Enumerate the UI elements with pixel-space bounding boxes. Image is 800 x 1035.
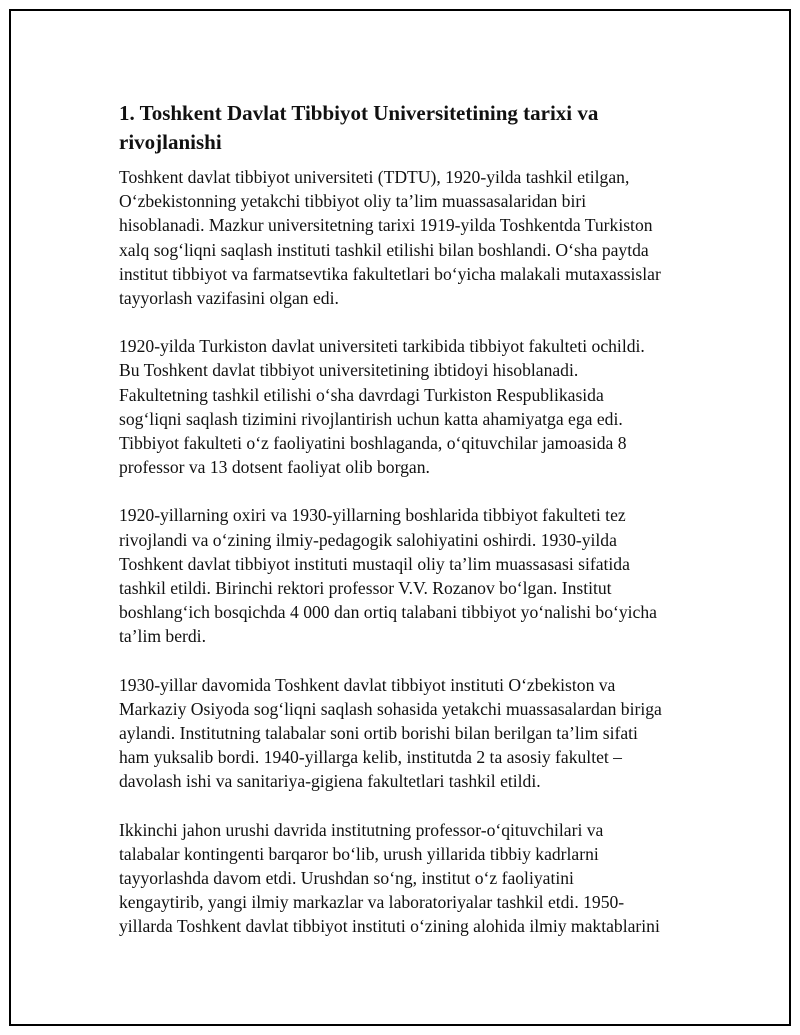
text-line: O‘zbekistonning yetakchi tibbiyot oliy ta’lim muassasalaridan biri bbox=[119, 191, 587, 212]
document-body bbox=[119, 99, 699, 963]
text-line: Bu Toshkent davlat tibbiyot universitetining ibtidoyi hisoblanadi. bbox=[119, 360, 579, 381]
paragraph-5 bbox=[119, 818, 699, 939]
text-line: ta’lim berdi. bbox=[119, 626, 206, 647]
text-line: sog‘liqni saqlash tizimini rivojlantirish uchun katta ahamiyatga ega edi. bbox=[119, 408, 623, 429]
text-line: Toshkent davlat tibbiyot instituti mustaqil oliy ta’lim muassasasi sifatida bbox=[119, 553, 630, 574]
paragraph-1 bbox=[119, 165, 699, 310]
text-line: rivojlandi va o‘zining ilmiy-pedagogik salohiyatini oshirdi. 1930-yilda bbox=[119, 529, 617, 550]
text-line: yillarda Toshkent davlat tibbiyot instituti o‘zining alohida ilmiy maktablarini bbox=[119, 916, 660, 937]
paragraph-2 bbox=[119, 334, 699, 479]
page-frame bbox=[9, 9, 791, 1026]
text-line: kengaytirib, yangi ilmiy markazlar va laboratoriyalar tashkil etdi. 1950- bbox=[119, 892, 625, 913]
text-line: davolash ishi va sanitariya-gigiena fakultetlari tashkil etildi. bbox=[119, 771, 541, 792]
paragraph-3 bbox=[119, 503, 699, 648]
text-line: aylandi. Institutning talabalar soni ortib borishi bilan berilgan ta’lim sifati bbox=[119, 723, 638, 744]
text-line: professor va 13 dotsent faoliyat olib borgan. bbox=[119, 457, 430, 478]
text-line: Tibbiyot fakulteti o‘z faoliyatini boshlaganda, o‘qituvchilar jamoasida 8 bbox=[119, 433, 627, 454]
text-line: Toshkent davlat tibbiyot universiteti (TDTU), 1920-yilda tashkil etilgan, bbox=[119, 167, 630, 187]
text-line: institut tibbiyot va farmatsevtika fakultetlari bo‘yicha malakali mutaxassislar bbox=[119, 263, 661, 284]
text-line: 1930-yillar davomida Toshkent davlat tibbiyot instituti O‘zbekiston va bbox=[119, 674, 616, 695]
text-line: 1920-yilda Turkiston davlat universiteti tarkibida tibbiyot fakulteti ochildi. bbox=[119, 336, 645, 357]
text-line: tashkil etildi. Birinchi rektori professor V.V. Rozanov bo‘lgan. Institut bbox=[119, 578, 612, 599]
heading-line: 1. Toshkent Davlat Tibbiyot Universitetining tarixi va bbox=[119, 101, 599, 125]
text-line: boshlang‘ich bosqichda 4 000 dan ortiq talabani tibbiyot yo‘nalishi bo‘yicha bbox=[119, 602, 657, 623]
text-line: tayyorlashda davom etdi. Urushdan so‘ng, institut o‘z faoliyatini bbox=[119, 868, 574, 889]
paragraph-4 bbox=[119, 673, 699, 794]
text-line: xalq sog‘liqni saqlash instituti tashkil etilishi bilan boshlandi. O‘sha paytda bbox=[119, 239, 649, 260]
text-line: Ikkinchi jahon urushi davrida institutning professor-o‘qituvchilari va bbox=[119, 819, 604, 840]
heading-line: rivojlanishi bbox=[119, 130, 222, 154]
text-line: 1920-yillarning oxiri va 1930-yillarning boshlarida tibbiyot fakulteti tez bbox=[119, 505, 626, 526]
section-heading bbox=[119, 99, 699, 157]
text-line: ham yuksalib bordi. 1940-yillarga kelib, institutda 2 ta asosiy fakultet – bbox=[119, 747, 622, 768]
text-line: tayyorlash vazifasini olgan edi. bbox=[119, 288, 339, 309]
text-line: talabalar kontingenti barqaror bo‘lib, urush yillarida tibbiy kadrlarni bbox=[119, 843, 599, 864]
text-line: hisoblanadi. Mazkur universitetning tarixi 1919-yilda Toshkentda Turkiston bbox=[119, 215, 653, 236]
text-line: Markaziy Osiyoda sog‘liqni saqlash sohasida yetakchi muassasalardan biriga bbox=[119, 698, 662, 719]
text-line: Fakultetning tashkil etilishi o‘sha davrdagi Turkiston Respublikasida bbox=[119, 384, 604, 405]
